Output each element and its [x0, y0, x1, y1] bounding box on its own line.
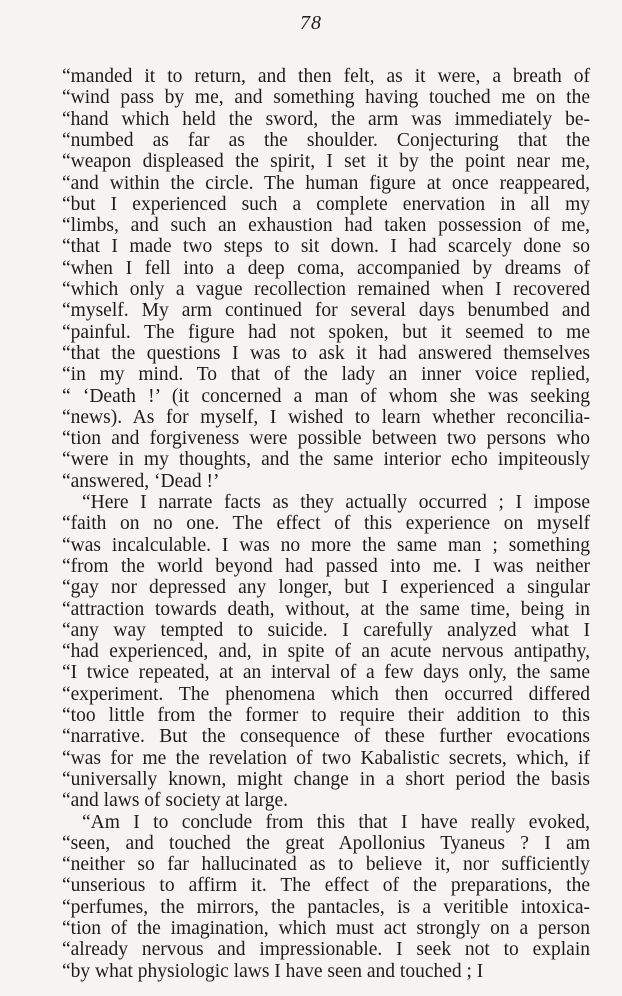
text-line: “was for me the revelation of two Kabalistic secrets, which, if [62, 747, 590, 769]
text-line: “by what physiologic laws I have seen and touched ; I [62, 960, 484, 982]
text-line: “from the world beyond had passed into me. I was neither [62, 555, 590, 577]
text-line: “ ‘Death !’ (it concerned a man of whom she was seeking [62, 385, 590, 407]
text-line: “unserious to affirm it. The effect of the preparations, the [62, 875, 590, 897]
text-line: “that the questions I was to ask it had answered themselves [62, 342, 590, 364]
text-line: “answered, ‘Dead !’ [62, 470, 220, 492]
text-line: “seen, and touched the great Apollonius Tyaneus ? I am [62, 832, 590, 854]
text-line: “too little from the former to require their addition to this [62, 705, 590, 726]
text-line: “news). As for myself, I wished to learn whether reconcilia- [62, 406, 590, 428]
text-line: “faith on no one. The effect of this experience on myself [62, 513, 590, 535]
text-line: “universally known, might change in a short period the basis [62, 768, 590, 790]
text-line: “manded it to return, and then felt, as it were, a breath of [62, 66, 590, 87]
text-line: “limbs, and such an exhaustion had taken possession of me, [62, 215, 590, 237]
text-line: “and within the circle. The human figure at once reappeared, [62, 172, 590, 194]
text-line: “Am I to conclude from this that I have really evoked, [82, 811, 590, 833]
text-line: “painful. The figure had not spoken, but it seemed to me [62, 321, 590, 343]
text-line: “but I experienced such a complete enervation in all my [62, 193, 590, 215]
text-line: “experiment. The phenomena which then occurred differed [62, 683, 590, 705]
text-line: “tion and forgiveness were possible between two persons who [62, 428, 590, 450]
text-line: “any way tempted to suicide. I carefully analyzed what I [62, 619, 590, 641]
text-line: “narrative. But the consequence of these further evocations [62, 726, 590, 748]
text-line: “perfumes, the mirrors, the pantacles, is a veritible intoxica- [62, 896, 590, 918]
text-line: “Here I narrate facts as they actually occurred ; I impose [82, 492, 590, 513]
text-line: “and laws of society at large. [62, 790, 288, 812]
page-number: 78 [300, 12, 322, 34]
text-line: “myself. My arm continued for several days benumbed and [62, 300, 590, 322]
text-line: “wind pass by me, and something having touched me on the [62, 87, 590, 109]
text-line: “tion of the imagination, which must act strongly on a person [62, 918, 590, 939]
text-line: “attraction towards death, without, at the same time, being in [62, 598, 590, 620]
text-line: “already nervous and impressionable. I seek not to explain [62, 939, 590, 961]
text-line: “neither so far hallucinated as to believe it, nor sufficiently [62, 854, 590, 876]
text-line: “were in my thoughts, and the same interior echo impiteously [62, 449, 590, 471]
text-line: “numbed as far as the shoulder. Conjecturing that the [62, 129, 590, 151]
text-line: “had experienced, and, in spite of an acute nervous antipathy, [62, 641, 590, 663]
text-line: “weapon displeased the spirit, I set it by the point near me, [62, 151, 590, 173]
text-line: “I twice repeated, at an interval of a few days only, the same [62, 662, 590, 684]
text-line: “was incalculable. I was no more the same man ; something [62, 534, 590, 556]
text-line: “in my mind. To that of the lady an inner voice replied, [62, 364, 590, 386]
text-line: “which only a vague recollection remained when I recovered [62, 279, 590, 300]
text-line: “hand which held the sword, the arm was immediately be- [62, 108, 590, 130]
text-line: “that I made two steps to sit down. I had scarcely done so [62, 236, 590, 258]
text-line: “when I fell into a deep coma, accompanied by dreams of [62, 257, 590, 279]
text-line: “gay nor depressed any longer, but I experienced a singular [62, 577, 590, 599]
